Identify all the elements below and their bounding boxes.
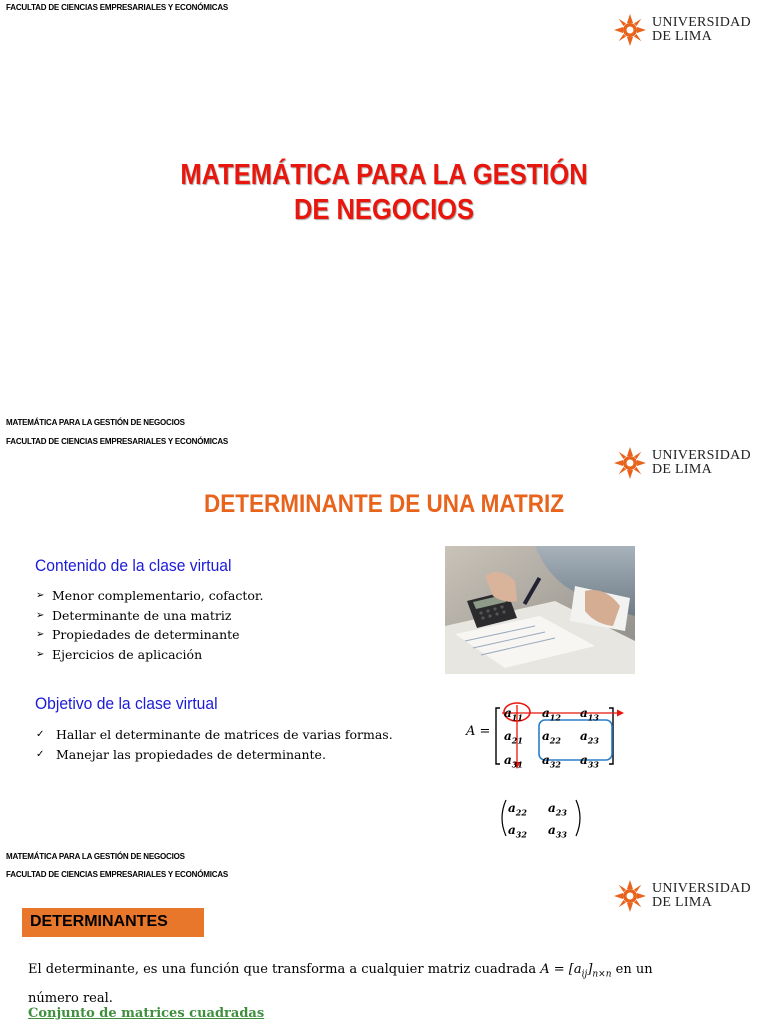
matrix-entry: $a_{11}$ [504, 706, 523, 723]
list-item: ➢ Propiedades de determinante [36, 625, 263, 645]
university-logo [614, 14, 751, 46]
list-item: ✓ Manejar las propiedades de determinante. [36, 745, 393, 765]
matrix-entry: $a_{23}$ [580, 729, 599, 746]
matrix-entry: $a_{33}$ [580, 752, 599, 770]
arrow-bullet-icon: ➢ [36, 609, 45, 621]
matrix-entry: $a_{22}$ [508, 801, 527, 818]
university-name: UNIVERSIDAD DE LIMA [652, 448, 751, 477]
matrix-lhs: A = [466, 724, 491, 739]
course-title: MATEMÁTICA PARA LA GESTIÓN DE NEGOCIOS [180, 159, 588, 226]
list-item: ➢ Determinante de una matriz [36, 606, 263, 626]
list-item: ✓ Hallar el determinante de matrices de varias formas. [36, 725, 393, 745]
matrix-entry: $a_{13}$ [580, 706, 599, 723]
course-header: MATEMÁTICA PARA LA GESTIÓN DE NEGOCIOS [6, 852, 185, 861]
contenido-heading: Contenido de la clase virtual [35, 556, 232, 575]
matrix-entries [504, 704, 599, 774]
sun-logo-icon [614, 447, 646, 479]
matrix-entry: $a_{12}$ [542, 706, 561, 723]
square-matrices-link[interactable]: Conjunto de matrices cuadradas [28, 1006, 265, 1021]
arrow-bullet-icon: ➢ [36, 648, 45, 660]
matrix-entry: $a_{21}$ [504, 729, 523, 746]
university-logo [614, 447, 751, 479]
contenido-list [36, 586, 263, 664]
minor-matrix [498, 798, 588, 838]
objetivo-list [36, 725, 393, 764]
checkmark-icon: ✓ [36, 729, 45, 740]
objetivo-heading: Objetivo de la clase virtual [35, 694, 218, 713]
matrix-entry: $a_{22}$ [542, 729, 561, 746]
matrix-entry: $a_{31}$ [504, 752, 523, 770]
slide-title: DETERMINANTE DE UNA MATRIZ [204, 490, 564, 518]
faculty-header: FACULTAD DE CIENCIAS EMPRESARIALES Y ECONÓMICAS [6, 870, 229, 879]
sun-logo-icon [614, 880, 646, 912]
arrow-bullet-icon: ➢ [36, 629, 45, 640]
university-logo [614, 880, 751, 912]
calculator-photo [445, 546, 635, 674]
calculator-photo-image [445, 546, 635, 674]
sun-logo-icon [614, 14, 646, 46]
university-name: UNIVERSIDAD DE LIMA [652, 15, 751, 44]
university-name: UNIVERSIDAD DE LIMA [652, 881, 751, 910]
matrix-entry: $a_{32}$ [508, 823, 527, 840]
faculty-header: FACULTAD DE CIENCIAS EMPRESARIALES Y ECONÓMICAS [6, 437, 229, 446]
checkmark-icon: ✓ [36, 748, 45, 760]
section-label: DETERMINANTES [30, 913, 168, 930]
slide-1 [0, 0, 768, 410]
matrix-notation: $A = [a_{ij}]_{n\times n}$ [540, 962, 612, 980]
arrow-bullet-icon: ➢ [36, 590, 45, 601]
minor-entries [508, 799, 567, 844]
matrix-entry: $a_{32}$ [542, 752, 561, 770]
definition-paragraph: El determinante, es una función que transforma a cualquier matriz cuadrada $A = [a_{ij}]_{n\times n}$ en un número real. [28, 962, 653, 1006]
matrix-diagram [462, 700, 632, 772]
course-header: MATEMÁTICA PARA LA GESTIÓN DE NEGOCIOS [6, 418, 185, 427]
matrix-entry: $a_{33}$ [548, 823, 567, 840]
list-item: ➢ Menor complementario, cofactor. [36, 586, 263, 606]
list-item: ➢ Ejercicios de aplicación [36, 645, 263, 665]
matrix-entry: $a_{23}$ [548, 801, 567, 818]
faculty-header: FACULTAD DE CIENCIAS EMPRESARIALES Y ECONÓMICAS [6, 3, 229, 12]
